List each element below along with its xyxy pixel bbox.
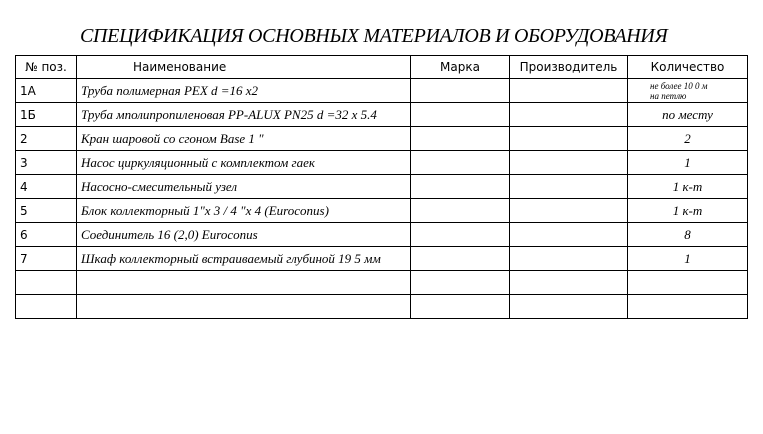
cell-maker bbox=[510, 79, 628, 103]
cell-pos: 1А bbox=[16, 79, 77, 103]
cell-qty bbox=[628, 79, 748, 103]
cell-pos: 5 bbox=[16, 199, 77, 223]
cell-mark bbox=[411, 199, 510, 223]
cell-mark bbox=[411, 223, 510, 247]
column-header-qty: Количество bbox=[628, 56, 748, 79]
page-title: СПЕЦИФИКАЦИЯ ОСНОВНЫХ МАТЕРИАЛОВ И ОБОРУДОВАНИЯ bbox=[80, 25, 668, 47]
cell-maker bbox=[510, 247, 628, 271]
cell-pos: 6 bbox=[16, 223, 77, 247]
cell-pos: 2 bbox=[16, 127, 77, 151]
cell-qty bbox=[628, 295, 748, 319]
column-header-mark: Марка bbox=[411, 56, 510, 79]
cell-pos: 1Б bbox=[16, 103, 77, 127]
cell-name: Кран шаровой со сгоном Base 1 " bbox=[77, 127, 411, 151]
cell-qty: по месту bbox=[628, 103, 748, 127]
cell-pos: 3 bbox=[16, 151, 77, 175]
cell-name bbox=[77, 271, 411, 295]
cell-name: Насосно-смесительный узел bbox=[77, 175, 411, 199]
cell-name: Блок коллекторный 1"x 3 / 4 "x 4 (Euroconus) bbox=[77, 199, 411, 223]
table-row bbox=[16, 295, 748, 319]
cell-pos bbox=[16, 295, 77, 319]
table-row bbox=[16, 199, 748, 223]
column-header-name: Наименование bbox=[77, 56, 411, 79]
cell-mark bbox=[411, 127, 510, 151]
cell-name: Соединитель 16 (2,0) Euroconus bbox=[77, 223, 411, 247]
column-header-pos: № поз. bbox=[16, 56, 77, 79]
table-header-row bbox=[16, 56, 748, 79]
cell-qty: 8 bbox=[628, 223, 748, 247]
cell-mark bbox=[411, 79, 510, 103]
table-row bbox=[16, 223, 748, 247]
cell-mark bbox=[411, 151, 510, 175]
cell-maker bbox=[510, 103, 628, 127]
table-row bbox=[16, 79, 748, 103]
cell-qty: 1 bbox=[628, 247, 748, 271]
cell-maker bbox=[510, 223, 628, 247]
cell-name: Труба полимерная PEX d =16 x2 bbox=[77, 79, 411, 103]
column-header-maker: Производитель bbox=[510, 56, 628, 79]
table-row bbox=[16, 103, 748, 127]
cell-name bbox=[77, 295, 411, 319]
cell-name: Шкаф коллекторный встраиваемый глубиной 19 5 мм bbox=[77, 247, 411, 271]
cell-qty: 1 bbox=[628, 151, 748, 175]
cell-mark bbox=[411, 271, 510, 295]
cell-maker bbox=[510, 295, 628, 319]
cell-qty-line: на петлю bbox=[650, 90, 687, 101]
specification-table bbox=[15, 55, 748, 319]
cell-qty: 1 к-т bbox=[628, 199, 748, 223]
table-row bbox=[16, 127, 748, 151]
cell-qty: 2 bbox=[628, 127, 748, 151]
cell-qty bbox=[628, 271, 748, 295]
cell-qty: 1 к-т bbox=[628, 175, 748, 199]
cell-maker bbox=[510, 127, 628, 151]
cell-maker bbox=[510, 199, 628, 223]
cell-qty-line: не более 10 0 м bbox=[650, 80, 708, 91]
cell-maker bbox=[510, 151, 628, 175]
table-row bbox=[16, 175, 748, 199]
cell-mark bbox=[411, 247, 510, 271]
cell-mark bbox=[411, 295, 510, 319]
table-row bbox=[16, 151, 748, 175]
cell-name: Труба мполипропиленовая PP-ALUX PN25 d =32 x 5.4 bbox=[77, 103, 411, 127]
cell-maker bbox=[510, 271, 628, 295]
cell-mark bbox=[411, 175, 510, 199]
cell-pos bbox=[16, 271, 77, 295]
cell-mark bbox=[411, 103, 510, 127]
cell-name: Насос циркуляционный с комплектом гаек bbox=[77, 151, 411, 175]
cell-maker bbox=[510, 175, 628, 199]
table-row bbox=[16, 271, 748, 295]
cell-pos: 4 bbox=[16, 175, 77, 199]
cell-pos: 7 bbox=[16, 247, 77, 271]
table-row bbox=[16, 247, 748, 271]
